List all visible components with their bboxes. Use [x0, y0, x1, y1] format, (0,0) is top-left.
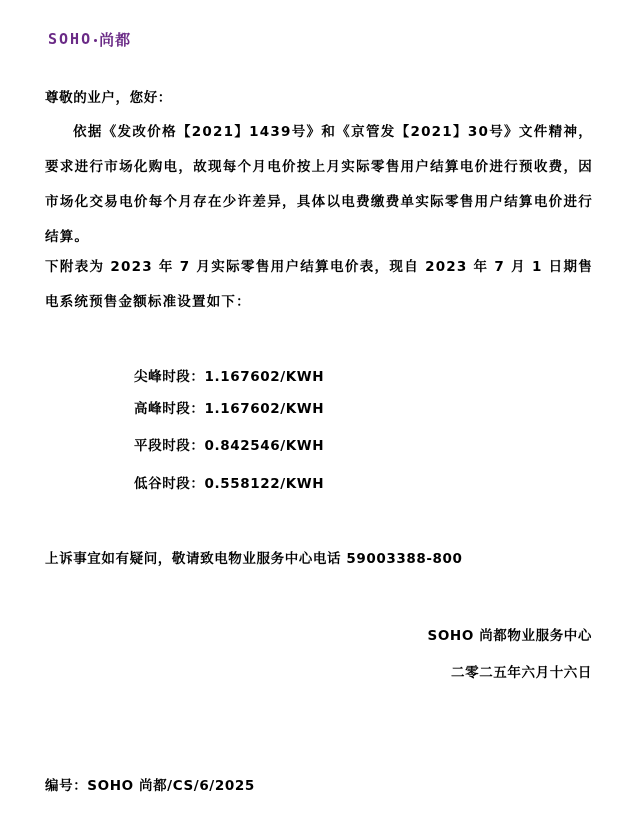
rate-period: 平段时段: [134, 438, 191, 454]
paragraph-policy: 依据《发改价格【2021】1439号》和《京管发【2021】30号》文件精神，要求进行市场化购电，故现每个月电价按上月实际零售用户结算电价进行预收费，因市场化交易电价每个月存在少许差异，具体以电费缴费单实际零售用户结算电价进行结算。: [45, 124, 593, 245]
issue-date: 二零二五年六月十六日: [451, 665, 592, 681]
rate-period: 尖峰时段: [134, 369, 191, 385]
rate-value: 0.558122/KWH: [204, 476, 325, 492]
logo-latin: SOHO: [48, 30, 93, 48]
rate-value: 1.167602/KWH: [204, 401, 325, 417]
brand-logo: [48, 30, 131, 48]
rate-value: 1.167602/KWH: [204, 369, 325, 385]
rate-period: 高峰时段: [134, 401, 191, 417]
paragraph-rate-intro: 下附表为 2023 年 7 月实际零售用户结算电价表，现自 2023 年 7 月 1 日期售电系统预售金额标准设置如下：: [45, 259, 593, 310]
logo-cn: 尚都: [99, 30, 132, 49]
rate-value: 0.842546/KWH: [204, 438, 325, 454]
greeting: 尊敬的业户，您好：: [45, 90, 172, 106]
signature: SOHO 尚都物业服务中心: [427, 628, 592, 644]
rate-row-valley: 低谷时段：0.558122/KWH: [134, 476, 325, 492]
rate-period: 低谷时段: [134, 476, 191, 492]
rate-row-peak: 尖峰时段：1.167602/KWH: [134, 369, 325, 385]
rate-row-high: 高峰时段：1.167602/KWH: [134, 401, 325, 417]
contact-note: 上诉事宜如有疑问，敬请致电物业服务中心电话 59003388-800: [45, 551, 463, 567]
rate-row-flat: 平段时段：0.842546/KWH: [134, 438, 325, 454]
logo-dot: [94, 39, 97, 42]
document-number: 编号：SOHO 尚都/CS/6/2025: [45, 778, 255, 794]
